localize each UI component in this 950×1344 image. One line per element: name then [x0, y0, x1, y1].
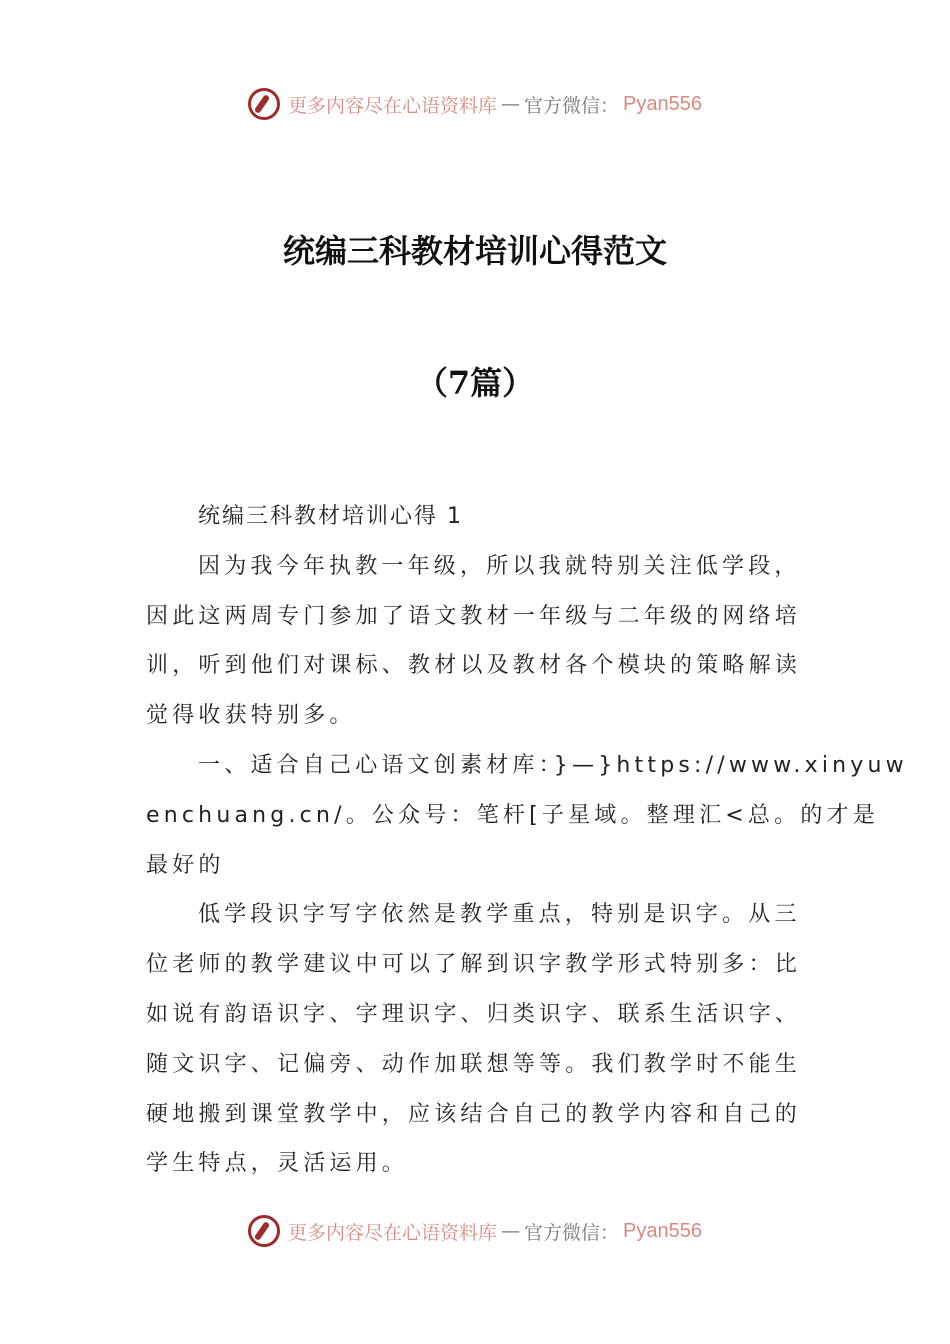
- text-line: 学生特点，灵活运用。: [146, 1151, 409, 1177]
- document-body: [146, 497, 908, 1194]
- watermark-text: 更多内容尽在心语资料库: [288, 1221, 498, 1244]
- text-line: 位老师的教学建议中可以了解到识字教学形式特别多：比: [146, 952, 802, 978]
- watermark-wechat-label: 官方微信：: [524, 1221, 620, 1244]
- text-line: 因此这两周专门参加了语文教材一年级与二年级的网络培: [146, 603, 802, 629]
- text-line: 觉得收获特别多。: [146, 703, 356, 729]
- pen-logo-icon: [248, 88, 280, 120]
- pen-logo-icon: [248, 1215, 280, 1247]
- text-line: 因为我今年执教一年级，所以我就特别关注低学段，: [198, 553, 801, 579]
- section-heading: 统编三科教材培训心得 1: [198, 504, 463, 529]
- document-title: 统编三科教材培训心得范文: [282, 232, 667, 270]
- footer-watermark: [0, 1211, 950, 1251]
- text-line: 最好的: [146, 852, 225, 878]
- watermark-wechat-label: 官方微信：: [524, 94, 620, 117]
- header-watermark: [0, 84, 950, 124]
- text-line: enchuang.cn/。公众号：笔杆[子星域。整理汇<总。的才是: [146, 802, 879, 828]
- watermark-dash: —: [501, 1220, 521, 1242]
- text-line: 如说有韵语识字、字理识字、归类识字、联系生活识字、: [146, 1001, 802, 1027]
- text-line: 随文识字、记偏旁、动作加联想等等。我们教学时不能生: [146, 1051, 802, 1077]
- text-line: 低学段识字写字依然是教学重点，特别是识字。从三: [198, 902, 801, 928]
- text-line: 训，听到他们对课标、教材以及教材各个模块的策略解读: [146, 653, 802, 679]
- text-line: 硬地搬到课堂教学中，应该结合自己的教学内容和自己的: [146, 1101, 802, 1127]
- watermark-wechat-id: Pyan556: [623, 1219, 702, 1242]
- watermark-wechat-id: Pyan556: [623, 92, 702, 115]
- watermark-dash: —: [501, 93, 521, 115]
- watermark-text: 更多内容尽在心语资料库: [288, 94, 498, 117]
- text-line: 一、适合自己心语文创素材库：}—}https://www.xinyuw: [198, 752, 908, 778]
- document-subtitle: （7篇）: [415, 364, 535, 402]
